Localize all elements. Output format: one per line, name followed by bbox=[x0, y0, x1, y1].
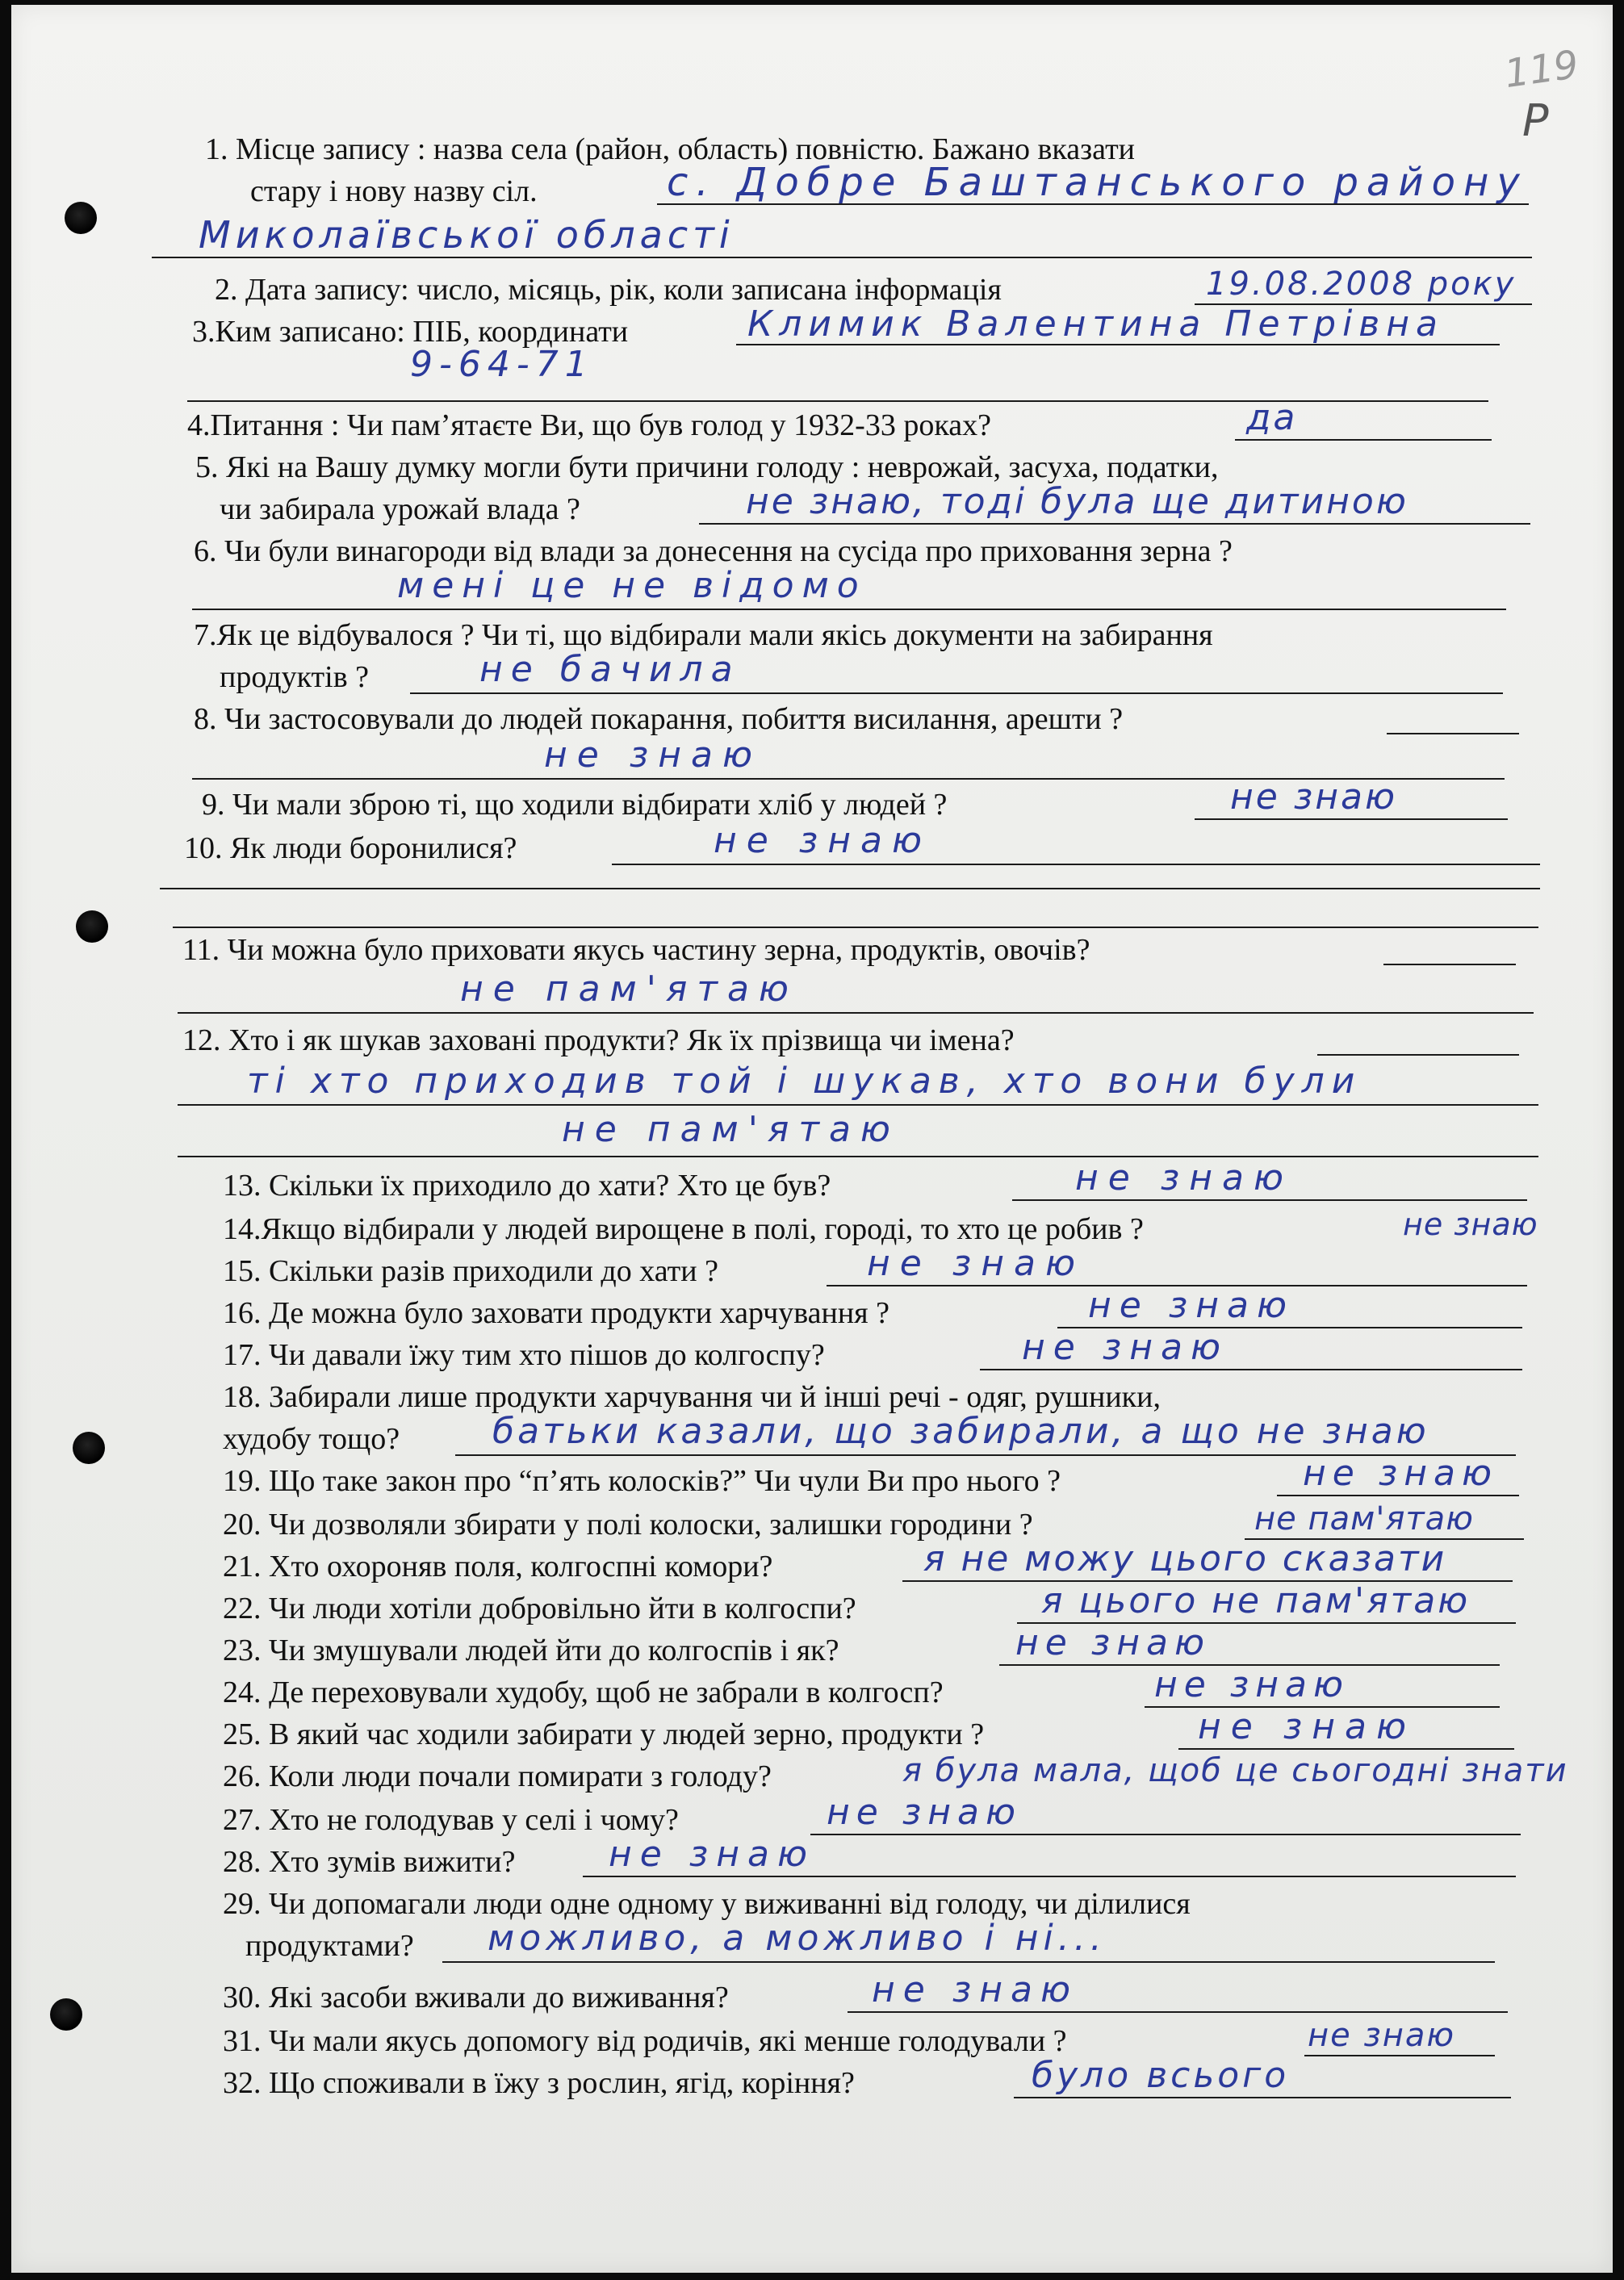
question-29: 29. Чи допомагали люди одне одному у виживанні від голоду, чи ділилися bbox=[223, 1887, 1191, 1921]
answer-19: не знаю bbox=[1303, 1453, 1498, 1494]
question-14: 14.Якщо відбирали у людей вирощене в полі, городі, то хто це робив ? не знаю bbox=[223, 1207, 1538, 1246]
question-21: 21. Хто охороняв поля, колгоспні комори? я не можу цього сказати bbox=[11, 1543, 1613, 1587]
answer-11: не пам'ятаю bbox=[460, 968, 798, 1010]
question-20: 20. Чи дозволяли збирати у полі колоски, залишки городини ? не пам'ятаю bbox=[11, 1501, 1613, 1545]
question-13: 13. Скільки їх приходило до хати? Хто це був? не знаю bbox=[11, 1162, 1613, 1206]
question-12-line-3 bbox=[11, 1109, 1613, 1157]
question-16: 16. Де можна було заховати продукти харчування ? не знаю bbox=[11, 1290, 1613, 1333]
question-31: 31. Чи мали якусь допомогу від родичів, які менше голодували ? не знаю bbox=[11, 2018, 1613, 2061]
question-11-line-2 bbox=[11, 968, 1613, 1017]
question-8: 8. Чи застосовували до людей покарання, побиття висилання, арешти ? bbox=[11, 696, 1613, 739]
answer-12b: не пам'ятаю bbox=[562, 1109, 900, 1150]
answer-5: не знаю, тоді була ще дитиною bbox=[746, 481, 1408, 522]
question-1-line-3 bbox=[11, 213, 1613, 263]
answer-32: було всього bbox=[1032, 2055, 1290, 2096]
question-10: 10. Як люди боронилися? не знаю bbox=[11, 825, 1613, 868]
answer-12: ті хто приходив той і шукав, хто вони були bbox=[247, 1061, 1362, 1102]
answer-27: не знаю bbox=[827, 1792, 1022, 1833]
answer-22: я цього не пам'ятаю bbox=[1041, 1580, 1471, 1621]
page-letter: Р bbox=[1522, 95, 1549, 146]
question-1-line-2: стару і нову назву сіл. с. Добре Баштанського району bbox=[250, 160, 1528, 208]
answer-1: с. Добре Баштанського району bbox=[667, 160, 1528, 205]
answer-3: Климик Валентина Петрівна bbox=[747, 303, 1444, 345]
answer-26: я була мала, щоб це сьогодні знати bbox=[902, 1752, 1568, 1789]
question-3-line-2 bbox=[11, 344, 1613, 392]
question-26: 26. Коли люди почали помирати з голоду? я була мала, щоб це сьогодні знати bbox=[223, 1752, 1568, 1793]
question-5: 5. Які на Вашу думку могли бути причини голоду : неврожай, засуха, податки, bbox=[195, 450, 1219, 484]
question-6: 6. Чи були винагороди від влади за донесення на сусіда про приховання зерна ? bbox=[194, 534, 1233, 568]
answer-6: мені це не відомо bbox=[397, 565, 867, 606]
question-30: 30. Які засоби вживали до виживання? не знаю bbox=[11, 1974, 1613, 2018]
answer-8: не знаю bbox=[544, 734, 762, 776]
question-9: 9. Чи мали зброю ті, що ходили відбирати хліб у людей ? не знаю bbox=[11, 781, 1613, 825]
answer-10: не знаю bbox=[714, 820, 931, 861]
question-11: 11. Чи можна було приховати якусь частину зерна, продуктів, овочів? bbox=[11, 927, 1613, 970]
question-7: 7.Як це відбувалося ? Чи ті, що відбирали мали якісь документи на забирання bbox=[194, 618, 1213, 652]
answer-29: можливо, а можливо і ні... bbox=[488, 1918, 1107, 1959]
answer-28: не знаю bbox=[609, 1834, 815, 1875]
answer-4: да bbox=[1246, 397, 1298, 438]
question-17: 17. Чи давали їжу тим хто пішов до колгоспу? не знаю bbox=[11, 1332, 1613, 1375]
answer-9: не знаю bbox=[1230, 776, 1397, 818]
question-15: 15. Скільки разів приходили до хати ? не знаю bbox=[11, 1248, 1613, 1291]
question-29-line-2: продуктами? можливо, а можливо і ні... bbox=[11, 1922, 1613, 1966]
question-19: 19. Що таке закон про “п’ять колосків?” Чи чули Ви про нього ? не знаю bbox=[11, 1458, 1613, 1501]
answer-30: не знаю bbox=[872, 1969, 1078, 2010]
answer-23: не знаю bbox=[1015, 1622, 1211, 1663]
question-5-line-2: чи забирала урожай влада ? не знаю, тоді була ще дитиною bbox=[11, 486, 1613, 529]
question-12: 12. Хто і як шукав заховані продукти? Як їх прізвища чи імена? bbox=[11, 1017, 1613, 1061]
answer-21: я не можу цього сказати bbox=[923, 1538, 1447, 1579]
question-22: 22. Чи люди хотіли добровільно йти в колгоспи? я цього не пам'ятаю bbox=[11, 1585, 1613, 1629]
answer-15: не знаю bbox=[867, 1243, 1085, 1284]
question-7-line-2: продуктів ? не бачила bbox=[11, 654, 1613, 697]
answer-17: не знаю bbox=[1022, 1327, 1228, 1368]
blank-line bbox=[11, 868, 1613, 912]
answer-1b: Миколаївської області bbox=[199, 213, 735, 257]
question-6-line-2 bbox=[11, 565, 1613, 613]
question-32: 32. Що споживали в їжу з рослин, ягід, коріння? було всього bbox=[11, 2060, 1613, 2103]
question-12-line-2 bbox=[11, 1061, 1613, 1109]
answer-25: не знаю bbox=[1198, 1706, 1416, 1747]
question-27: 27. Хто не голодував у селі і чому? не знаю bbox=[11, 1797, 1613, 1840]
question-24: 24. Де переховували худобу, щоб не забрали в колгосп? не знаю bbox=[11, 1669, 1613, 1713]
question-23: 23. Чи змушували людей йти до колгоспів і як? не знаю bbox=[11, 1627, 1613, 1671]
answer-16: не знаю bbox=[1088, 1285, 1295, 1326]
answer-31: не знаю bbox=[1308, 2017, 1456, 2054]
answer-2: 19.08.2008 року bbox=[1206, 266, 1517, 303]
answer-7: не бачила bbox=[479, 649, 741, 690]
answer-24: не знаю bbox=[1154, 1664, 1350, 1705]
question-1-line-1: 1. Місце запису : назва села (район, область) повністю. Бажано вказати bbox=[205, 132, 1136, 166]
answer-3b: 9-64-71 bbox=[410, 344, 594, 385]
question-28: 28. Хто зумів вижити? не знаю bbox=[11, 1839, 1613, 1882]
question-25: 25. В який час ходили забирати у людей зерно, продукти ? не знаю bbox=[11, 1711, 1613, 1755]
question-4: 4.Питання : Чи пам’ятаєте Ви, що був голод у 1932-33 роках? да bbox=[11, 402, 1613, 446]
question-2: 2. Дата запису: число, місяць, рік, коли записана інформація 19.08.2008 року bbox=[11, 266, 1613, 310]
question-18: 18. Забирали лише продукти харчування чи й інші речі - одяг, рушники, bbox=[223, 1380, 1161, 1414]
question-3: 3.Ким записано: ПІБ, координати Климик Валентина Петрівна bbox=[11, 308, 1613, 352]
answer-18: батьки казали, що забирали, а що не знаю bbox=[492, 1411, 1429, 1452]
answer-14: не знаю bbox=[1403, 1207, 1538, 1242]
questionnaire-page bbox=[11, 5, 1613, 2273]
question-18-line-2: худобу тощо? батьки казали, що забирали, а що не знаю bbox=[11, 1416, 1613, 1459]
answer-13: не знаю bbox=[1075, 1157, 1293, 1199]
page-number: 119 bbox=[1501, 41, 1582, 98]
answer-20: не пам'ятаю bbox=[1254, 1500, 1474, 1537]
